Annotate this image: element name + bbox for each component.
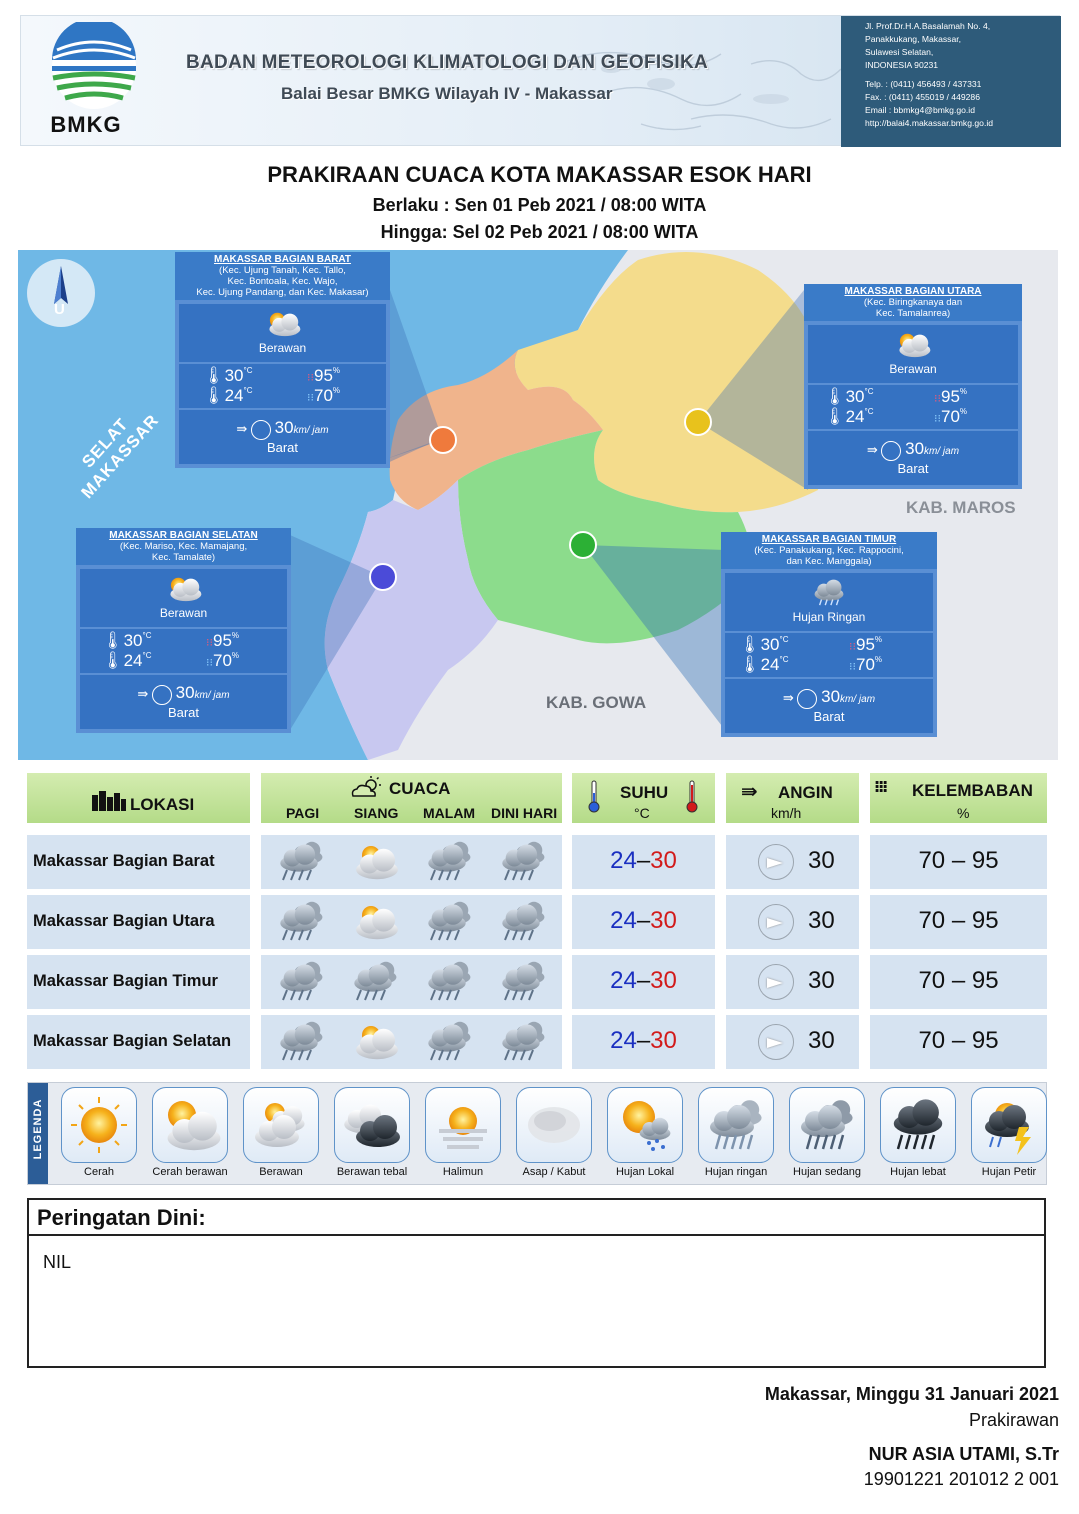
- row-humidity-cell: [870, 895, 1047, 949]
- header-suhu: [572, 773, 715, 823]
- panel-barat: [175, 252, 390, 468]
- legend-item: [600, 1087, 690, 1182]
- agency-name: BADAN METEOROLOGI KLIMATOLOGI DAN GEOFISIKA: [186, 52, 709, 73]
- panel-hmax: ⁝⁝95%: [307, 366, 341, 385]
- hmin-value: 70: [941, 407, 960, 426]
- row-hmin: 70: [918, 967, 946, 994]
- row-temp-dash: –: [636, 967, 651, 994]
- temp-unit: °C: [243, 386, 253, 395]
- row-wind-cell: [726, 835, 859, 889]
- panel-title: MAKASSAR BAGIAN SELATAN: [109, 530, 258, 541]
- panel-selatan: [76, 528, 291, 733]
- row-temperature-cell: [572, 895, 715, 949]
- indonesia-map-watermark: [541, 24, 851, 139]
- compass-letter: U: [54, 301, 65, 318]
- row-hmin: 70: [918, 847, 946, 874]
- hmin-value: 70: [314, 386, 333, 405]
- wind-direction: Barat: [897, 460, 929, 476]
- row-tmax: 30: [650, 967, 677, 994]
- panel-tmax: $🌡30^{^\circ C}$: [203, 366, 253, 385]
- valid-from: Berlaku : Sen 01 Peb 2021 / 08:00 WITA: [372, 195, 707, 215]
- hmin-value: 70: [213, 651, 232, 670]
- local-rain-icon: [607, 1087, 683, 1163]
- row-humidity-cell: [870, 1015, 1047, 1069]
- wind-arrow-icon: ⇛: [866, 442, 878, 457]
- moderate-rain-icon: [789, 1087, 865, 1163]
- wind-compass-icon: [152, 685, 172, 705]
- header-angin-unit: km/h: [771, 805, 802, 821]
- thermometer-cold-icon: [588, 779, 600, 818]
- row-hum-dash: –: [951, 967, 966, 994]
- header-angin-label: ANGIN: [778, 783, 833, 802]
- hum-unit: %: [959, 387, 968, 396]
- light-rain-icon: [419, 961, 479, 1003]
- hum-unit: %: [874, 655, 883, 664]
- wind-unit: km/ jam: [194, 690, 230, 701]
- row-hum-dash: –: [951, 1027, 966, 1054]
- marker-utara: [685, 409, 711, 435]
- partly-cloudy-icon: [345, 1021, 405, 1063]
- panel-districts: (Kec. Panakukang, Kec. Rappocini,: [754, 545, 904, 556]
- row-location-cell: [27, 895, 250, 949]
- light-rain-icon: [493, 1021, 553, 1063]
- row-wind-cell: [726, 955, 859, 1009]
- legend: [27, 1082, 1047, 1185]
- row-temp-dash: –: [636, 1027, 651, 1054]
- marker-timur: [570, 532, 596, 558]
- row-location-cell: [27, 1015, 250, 1069]
- panel-weather-label: Hujan Ringan: [792, 610, 866, 624]
- row-tmax: 30: [650, 1027, 677, 1054]
- wind-compass-icon: [758, 1024, 794, 1060]
- light-rain-icon: [345, 961, 405, 1003]
- forecast-map: [18, 250, 1058, 760]
- panel-temp-hum: [808, 385, 1018, 429]
- valid-to: Hingga: Sel 02 Peb 2021 / 08:00 WITA: [380, 222, 699, 242]
- panel-weather-label: Berawan: [258, 341, 307, 355]
- row-wind-speed: 30: [808, 847, 835, 874]
- panel-hmin: ⁝⁝70%: [206, 651, 240, 670]
- wind-arrow-icon: ⇛: [782, 690, 794, 705]
- header-lokasi-label: LOKASI: [130, 795, 195, 814]
- contact-phone: Telp. : (0411) 456493 / 437331: [865, 79, 982, 89]
- temp-unit: °C: [864, 387, 874, 396]
- panel-weather: [808, 325, 1018, 383]
- legend-item-label: Hujan sedang: [793, 1166, 861, 1178]
- row-temp-dash: –: [636, 847, 651, 874]
- light-rain-icon: [271, 961, 331, 1003]
- row-hmax: 95: [971, 967, 999, 994]
- panel-wind: [725, 679, 933, 733]
- row-location-cell: [27, 955, 250, 1009]
- wind-unit: km/ jam: [924, 446, 960, 457]
- panel-header: [175, 252, 390, 300]
- tmax-value: 30: [760, 635, 780, 654]
- panel-districts: (Kec. Biringkanaya dan: [863, 297, 963, 308]
- header-dini-hari: DINI HARI: [491, 805, 558, 821]
- row-hum-dash: –: [951, 847, 966, 874]
- row-humidity-cell: [870, 955, 1047, 1009]
- row-hmin: 70: [918, 1027, 946, 1054]
- hmax-value: 95: [856, 635, 875, 654]
- header-suhu-label: SUHU: [620, 783, 669, 802]
- row-hmax: 95: [971, 847, 999, 874]
- temp-unit: °C: [779, 635, 789, 644]
- light-rain-icon: [493, 841, 553, 883]
- row-tmin: 24: [610, 847, 637, 874]
- wind-speed: 30: [175, 683, 195, 702]
- panel-title: MAKASSAR BAGIAN TIMUR: [761, 534, 897, 545]
- gowa-label: KAB. GOWA: [546, 693, 647, 712]
- contact-info: [865, 20, 1061, 130]
- legend-item-label: Asap / Kabut: [522, 1166, 586, 1178]
- haze-icon: [425, 1087, 501, 1163]
- panel-tmax: $🌡30^{^\circ C}$: [102, 631, 152, 650]
- row-tmax: 30: [650, 847, 677, 874]
- wind-compass-icon: [758, 904, 794, 940]
- wind-speed: 30: [821, 687, 841, 706]
- forecast-title: PRAKIRAAN CUACA KOTA MAKASSAR ESOK HARI: [267, 162, 812, 187]
- header-kelembaban: [870, 773, 1047, 823]
- panel-hmax: ⁝⁝95%: [206, 631, 240, 650]
- panel-wind: [179, 410, 386, 464]
- wind-speed: 30: [274, 418, 294, 437]
- hmax-value: 95: [941, 387, 960, 406]
- wind-compass-icon: [797, 689, 817, 709]
- tmax-value: 30: [224, 366, 244, 385]
- early-warning-header: [29, 1200, 1044, 1236]
- hum-unit: %: [332, 386, 341, 395]
- early-warning-text: NIL: [43, 1252, 72, 1272]
- panel-tmin: $🌡24^{^\circ C}$: [824, 407, 874, 426]
- panel-weather: [179, 304, 386, 362]
- header-pagi: PAGI: [286, 805, 320, 821]
- wind-icon: ⇛: [741, 781, 758, 803]
- wind-direction: Barat: [266, 439, 299, 455]
- contact-fax: Fax. : (0411) 455019 / 449286: [865, 92, 980, 102]
- legend-item: [782, 1087, 872, 1182]
- row-hmax: 95: [971, 1027, 999, 1054]
- panel-temp-hum: [80, 629, 287, 673]
- row-temperature-cell: [572, 835, 715, 889]
- contact-email: Email : bbmkg4@bmkg.go.id: [865, 105, 975, 115]
- panel-title: MAKASSAR BAGIAN UTARA: [844, 286, 982, 297]
- early-warning-box: [27, 1198, 1046, 1368]
- tmax-value: 30: [123, 631, 143, 650]
- panel-header: [721, 532, 937, 569]
- legend-item-label: Cerah: [84, 1166, 114, 1178]
- tmin-value: 24: [123, 651, 143, 670]
- signature-nip: 19901221 201012 2 001: [863, 1469, 1059, 1489]
- fog-icon: [516, 1087, 592, 1163]
- legend-item: [145, 1087, 235, 1182]
- row-wind-speed: 30: [808, 967, 835, 994]
- wind-unit: km/ jam: [293, 425, 329, 436]
- panel-weather-label: Berawan: [159, 606, 208, 620]
- cloud-icon: [888, 329, 938, 359]
- wind-direction: Barat: [813, 708, 845, 724]
- temp-unit: °C: [779, 655, 789, 664]
- wind-arrow-icon: ⇛: [236, 421, 248, 436]
- cloud-icon: [258, 308, 308, 338]
- contact-line: INDONESIA 90231: [865, 60, 939, 70]
- header-suhu-unit: °C: [634, 805, 650, 821]
- row-temperature-cell: [572, 955, 715, 1009]
- panel-hmin: ⁝⁝70%: [934, 407, 968, 426]
- row-temp-dash: –: [636, 907, 651, 934]
- legend-item-label: Halimun: [442, 1166, 484, 1178]
- hum-unit: %: [874, 635, 883, 644]
- legend-item: [327, 1087, 417, 1182]
- panel-wind: [80, 675, 287, 729]
- hum-unit: %: [332, 366, 341, 375]
- signature-role: Prakirawan: [968, 1410, 1059, 1430]
- tmin-value: 24: [845, 407, 865, 426]
- signature-place-date: Makassar, Minggu 31 Januari 2021: [764, 1384, 1059, 1404]
- panel-tmin: $🌡24^{^\circ C}$: [203, 386, 253, 405]
- row-wind-speed: 30: [808, 1027, 835, 1054]
- wind-compass-icon: [758, 964, 794, 1000]
- panel-tmin: $🌡24^{^\circ C}$: [739, 655, 789, 674]
- sea-label: SELAT MAKASSAR: [77, 410, 163, 503]
- contact-line: Jl. Prof.Dr.H.A.Basalamah No. 4,: [865, 21, 991, 31]
- panel-temp-hum: [179, 364, 386, 408]
- light-rain-icon: [419, 841, 479, 883]
- panel-hmax: ⁝⁝95%: [849, 635, 883, 654]
- legend-item: [236, 1087, 326, 1182]
- tmax-value: 30: [845, 387, 865, 406]
- legend-item-label: Cerah berawan: [152, 1166, 228, 1178]
- city-icon: [91, 787, 127, 809]
- temp-unit: °C: [142, 651, 152, 660]
- legend-item-label: Berawan tebal: [336, 1166, 408, 1178]
- panel-districts: Kec. Tamalanrea): [875, 308, 951, 319]
- panel-header: [76, 528, 291, 565]
- header-kelembaban-unit: %: [957, 805, 970, 821]
- header-lokasi: [27, 773, 250, 823]
- row-hmin: 70: [918, 907, 946, 934]
- legend-item: [691, 1087, 781, 1182]
- panel-tmin: $🌡24^{^\circ C}$: [102, 651, 152, 670]
- hmax-value: 95: [314, 366, 333, 385]
- panel-timur: [721, 532, 937, 737]
- maros-label: KAB. MAROS: [906, 498, 1016, 517]
- cloud-icon: [243, 1087, 319, 1163]
- light-rain-icon: [419, 901, 479, 943]
- wind-arrow-icon: ⇛: [137, 686, 149, 701]
- panel-wind: [808, 431, 1018, 485]
- dark-cloud-icon: [334, 1087, 410, 1163]
- legend-item: [964, 1087, 1054, 1182]
- marker-selatan: [370, 564, 396, 590]
- legend-item-label: Hujan lebat: [890, 1166, 946, 1178]
- legend-item: [873, 1087, 963, 1182]
- legend-item: [509, 1087, 599, 1182]
- sun-cloud-outline-icon: [349, 776, 385, 805]
- hum-unit: %: [959, 407, 968, 416]
- header-angin: [726, 773, 859, 823]
- logo-text: BMKG: [50, 112, 122, 137]
- header-siang: SIANG: [354, 805, 399, 821]
- temp-unit: °C: [864, 407, 874, 416]
- legend-item-label: Hujan Petir: [981, 1166, 1037, 1178]
- light-rain-icon: [271, 901, 331, 943]
- contact-website[interactable]: http://balai4.makassar.bmkg.go.id: [865, 118, 994, 128]
- row-tmax: 30: [650, 907, 677, 934]
- row-humidity-cell: [870, 835, 1047, 889]
- row-location: Makassar Bagian Utara: [33, 912, 215, 930]
- panel-tmax: $🌡30^{^\circ C}$: [824, 387, 874, 406]
- legend-label: LEGENDA: [32, 1098, 44, 1160]
- marker-barat: [430, 427, 456, 453]
- panel-hmax: ⁝⁝95%: [934, 387, 968, 406]
- row-hmax: 95: [971, 907, 999, 934]
- panel-weather-label: Berawan: [889, 362, 937, 376]
- temp-unit: °C: [142, 631, 152, 640]
- wind-direction: Barat: [167, 704, 200, 720]
- legend-item-label: Hujan Lokal: [615, 1166, 675, 1178]
- wind-compass-icon: [251, 420, 271, 440]
- legend-item-label: Hujan ringan: [704, 1166, 768, 1178]
- partly-cloudy-icon: [345, 901, 405, 943]
- light-rain-icon: [493, 901, 553, 943]
- row-tmin: 24: [610, 1027, 637, 1054]
- panel-districts: (Kec. Ujung Tanah, Kec. Tallo,: [219, 265, 346, 276]
- light-rain-icon: [419, 1021, 479, 1063]
- contact-line: Sulawesi Selatan,: [865, 47, 934, 57]
- panel-utara: [804, 284, 1022, 489]
- light-rain-icon: [271, 1021, 331, 1063]
- row-wind-cell: [726, 895, 859, 949]
- hum-unit: %: [231, 651, 240, 660]
- droplets-icon: ⁝⁝⁝: [874, 779, 887, 796]
- wind-unit: km/ jam: [840, 694, 876, 705]
- panel-districts: Kec. Tamalate): [151, 552, 216, 563]
- light-rain-icon: [493, 961, 553, 1003]
- early-warning-title: Peringatan Dini:: [37, 1205, 206, 1230]
- row-wind-cell: [726, 1015, 859, 1069]
- light-rain-icon: [804, 577, 854, 607]
- header-cuaca-label: CUACA: [389, 779, 451, 798]
- panel-hmin: ⁝⁝70%: [307, 386, 341, 405]
- header-malam: MALAM: [423, 805, 476, 821]
- row-wind-speed: 30: [808, 907, 835, 934]
- legend-item-label: Berawan: [259, 1166, 303, 1178]
- office-name: Balai Besar BMKG Wilayah IV - Makassar: [281, 84, 613, 103]
- tmin-value: 24: [760, 655, 780, 674]
- sun-icon: [61, 1087, 137, 1163]
- panel-tmax: $🌡30^{^\circ C}$: [739, 635, 789, 654]
- row-location: Makassar Bagian Timur: [33, 972, 218, 990]
- cloud-icon: [159, 573, 209, 603]
- temp-unit: °C: [243, 366, 253, 375]
- contact-line: Panakkukang, Makassar,: [865, 34, 962, 44]
- panel-hmin: ⁝⁝70%: [849, 655, 883, 674]
- partly-cloudy-icon: [345, 841, 405, 883]
- row-location: Makassar Bagian Barat: [33, 852, 215, 870]
- legend-item: [54, 1087, 144, 1182]
- signature-name: NUR ASIA UTAMI, S.Tr: [868, 1444, 1059, 1464]
- hmax-value: 95: [213, 631, 232, 650]
- panel-districts: (Kec. Mariso, Kec. Mamajang,: [119, 541, 248, 552]
- thunderstorm-icon: [971, 1087, 1047, 1163]
- tmin-value: 24: [224, 386, 244, 405]
- hum-unit: %: [231, 631, 240, 640]
- row-location: Makassar Bagian Selatan: [33, 1032, 232, 1050]
- wind-compass-icon: [758, 844, 794, 880]
- row-tmin: 24: [610, 967, 637, 994]
- row-tmin: 24: [610, 907, 637, 934]
- wind-compass-icon: [881, 441, 901, 461]
- panel-header: [804, 284, 1022, 321]
- header-cuaca: [261, 773, 562, 823]
- heavy-rain-icon: [880, 1087, 956, 1163]
- light-rain-icon: [698, 1087, 774, 1163]
- panel-weather: [725, 573, 933, 631]
- row-temperature-cell: [572, 1015, 715, 1069]
- row-hum-dash: –: [951, 907, 966, 934]
- header-kelembaban-label: KELEMBABAN: [912, 781, 1033, 800]
- panel-districts: Kec. Ujung Pandang, dan Kec. Makasar): [196, 287, 369, 298]
- light-rain-icon: [271, 841, 331, 883]
- panel-districts: Kec. Bontoala, Kec. Wajo,: [227, 276, 338, 287]
- panel-weather: [80, 569, 287, 627]
- sun-cloud-icon: [152, 1087, 228, 1163]
- panel-temp-hum: [725, 633, 933, 677]
- wind-speed: 30: [905, 439, 925, 458]
- legend-item: [418, 1087, 508, 1182]
- header-banner: [20, 15, 1060, 146]
- row-location-cell: [27, 835, 250, 889]
- thermometer-hot-icon: [686, 779, 698, 818]
- panel-title: MAKASSAR BAGIAN BARAT: [213, 254, 352, 265]
- panel-districts: dan Kec. Manggala): [786, 556, 872, 567]
- hmin-value: 70: [856, 655, 875, 674]
